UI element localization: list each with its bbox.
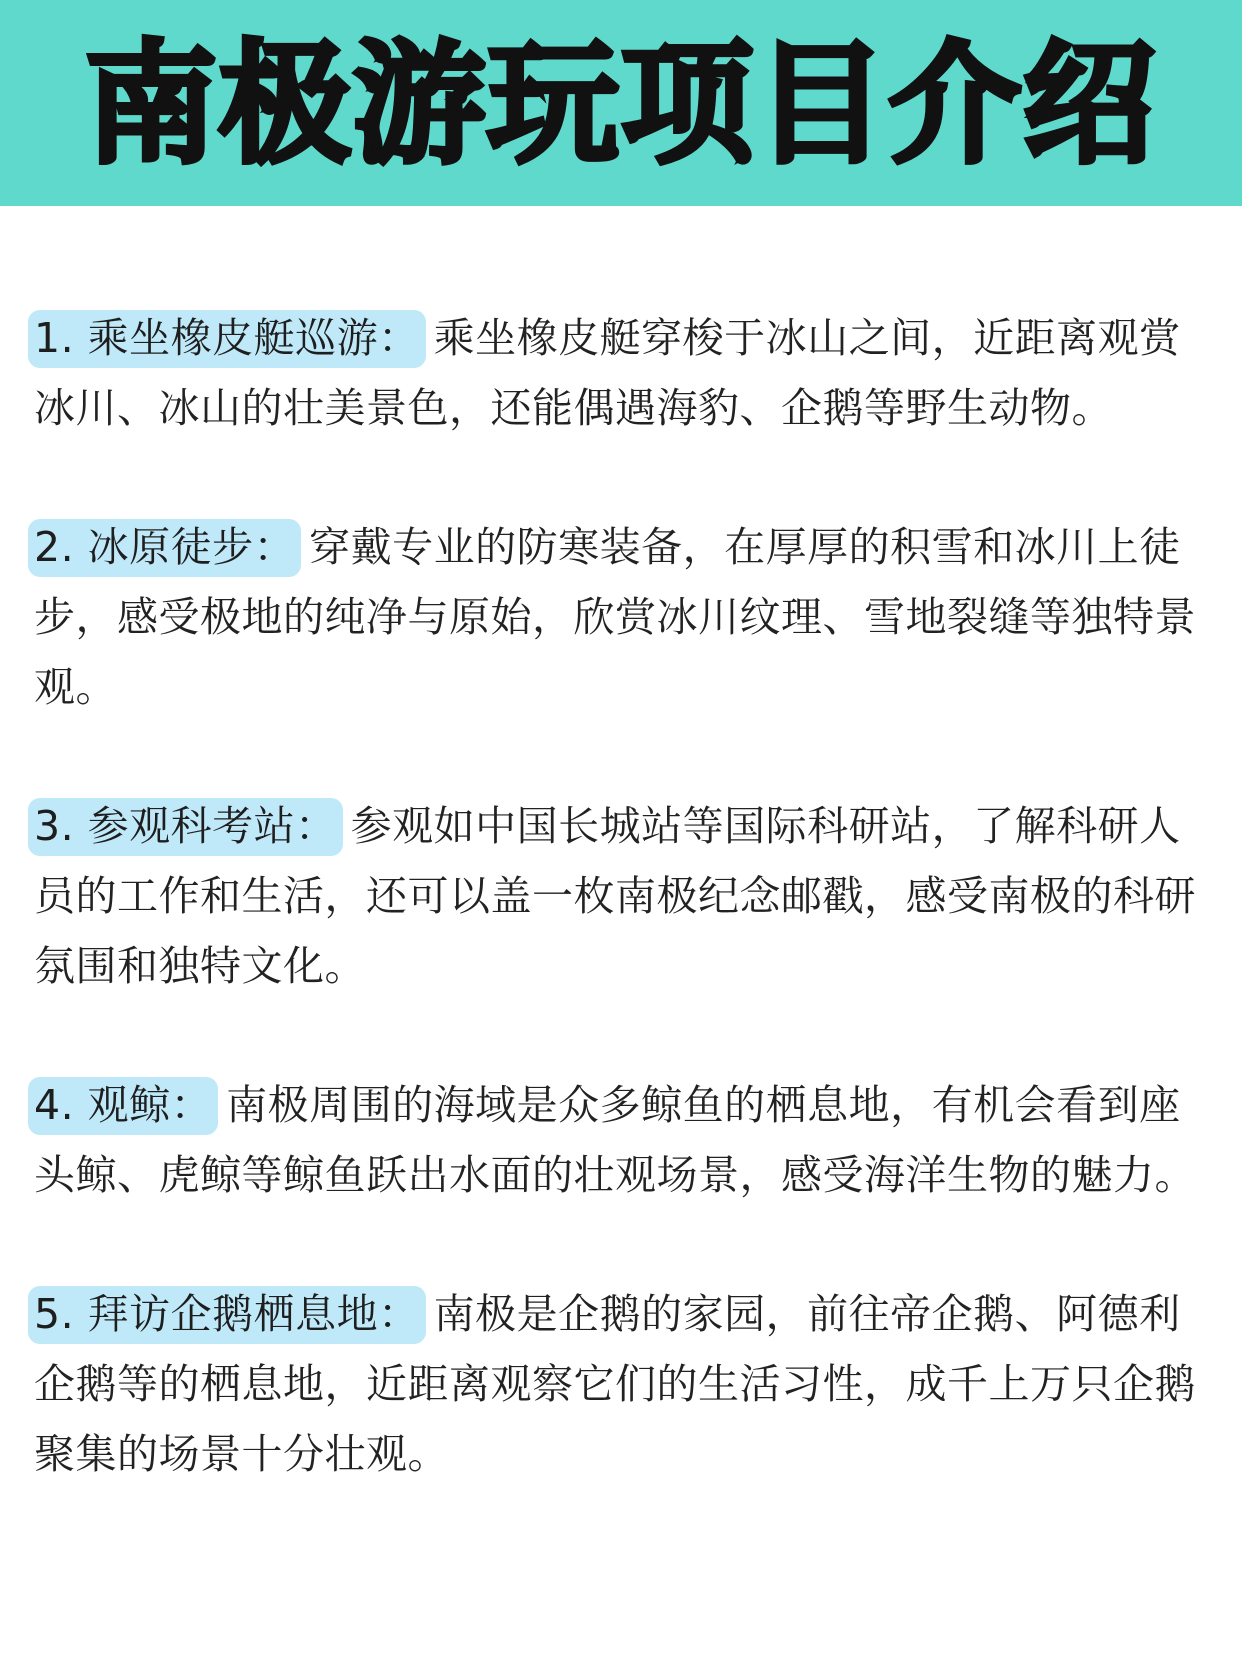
item-label: 5. 拜访企鹅栖息地：: [28, 1286, 426, 1344]
list-item-whale-watching: [34, 1070, 1208, 1210]
item-label: 4. 观鲸：: [28, 1077, 218, 1135]
item-description: 穿戴专业的防寒装备，在厚厚的积雪和冰川上徒步，感受极地的纯净与原始，欣赏冰川纹理、雪地裂缝等独特景观。: [34, 523, 1196, 711]
page-title: 南极游玩项目介绍: [85, 28, 1157, 182]
list-item-penguin-colony: [34, 1279, 1208, 1489]
item-list: [0, 206, 1242, 1489]
item-description: 南极是企鹅的家园，前往帝企鹅、阿德利企鹅等的栖息地，近距离观察它们的生活习性，成千上万只企鹅聚集的场景十分壮观。: [34, 1290, 1196, 1478]
item-description: 参观如中国长城站等国际科研站，了解科研人员的工作和生活，还可以盖一枚南极纪念邮戳，感受南极的科研氛围和独特文化。: [34, 802, 1196, 990]
item-description: 南极周围的海域是众多鲸鱼的栖息地，有机会看到座头鲸、虎鲸等鲸鱼跃出水面的壮观场景，感受海洋生物的魅力。: [34, 1081, 1196, 1199]
list-item-research-station: [34, 791, 1208, 1001]
list-item-rubber-boat: [34, 303, 1208, 443]
item-description: 乘坐橡皮艇穿梭于冰山之间，近距离观赏冰川、冰山的壮美景色，还能偶遇海豹、企鹅等野生动物。: [34, 314, 1181, 432]
item-label: 1. 乘坐橡皮艇巡游：: [28, 310, 426, 368]
item-label: 3. 参观科考站：: [28, 798, 343, 856]
title-banner: [0, 0, 1242, 206]
item-label: 2. 冰原徒步：: [28, 519, 301, 577]
list-item-ice-hiking: [34, 512, 1208, 722]
